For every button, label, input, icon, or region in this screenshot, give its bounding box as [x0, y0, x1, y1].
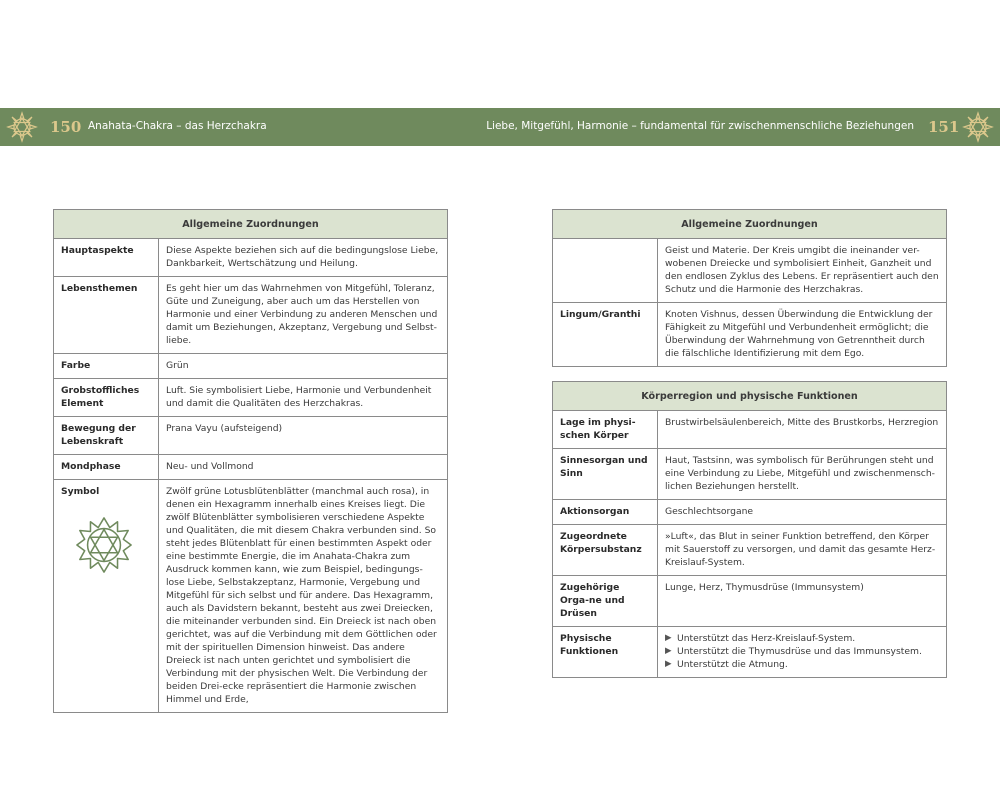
row-label: Aktionsorgan [553, 500, 658, 525]
heart-chakra-emblem-icon [6, 111, 38, 143]
table-title: Allgemeine Zuordnungen [54, 210, 448, 239]
row-label: Symbol [61, 486, 100, 497]
row-label: Grobstoffliches Element [54, 379, 159, 417]
row-value: Geist und Materie. Der Kreis umgibt die ineinander ver-wobenen Dreiecke und symbolisiert Einheit, Ganzheit und den endlosen Zyklus des Lebens. Er repräsentiert auch den Schutz und die Harmonie des Herzchakras. [658, 239, 947, 303]
triangle-bullet-icon: ▶ [665, 659, 672, 669]
row-label: Lebensthemen [54, 277, 159, 354]
list-item [665, 645, 940, 658]
table-row [553, 500, 947, 525]
table-row [553, 303, 947, 367]
table-row [54, 239, 448, 277]
row-value: Luft. Sie symbolisiert Liebe, Harmonie und Verbundenheit und damit die Qualitäten des Herzchakras. [159, 379, 448, 417]
row-label: Sinnesorgan und Sinn [553, 449, 658, 500]
row-label: Hauptaspekte [54, 239, 159, 277]
row-label: Zugeordnete Körpersubstanz [553, 525, 658, 576]
list-item-text: Unterstützt die Atmung. [677, 659, 788, 670]
row-label: Lage im physi-schen Körper [553, 411, 658, 449]
table-row [553, 411, 947, 449]
row-label: Mondphase [54, 455, 159, 480]
list-item-text: Unterstützt das Herz-Kreislauf-System. [677, 633, 856, 644]
anahata-symbol-icon [75, 516, 133, 574]
list-item [665, 632, 940, 645]
table-row [54, 277, 448, 354]
row-label: Bewegung der Lebenskraft [54, 417, 159, 455]
row-value [658, 627, 947, 678]
body-region-table [552, 381, 947, 678]
left-running-title: Anahata-Chakra – das Herzchakra [88, 120, 267, 132]
row-value: Knoten Vishnus, dessen Überwindung die Entwicklung der Fähigkeit zu Mitgefühl und Verbundenheit ermöglicht; die Überwindung der Wahrnehmung von Getrenntheit durch die fälschliche Identifizierung mit dem Ego. [658, 303, 947, 367]
row-value: Es geht hier um das Wahrnehmen von Mitgefühl, Toleranz, Güte und Zuneigung, aber auch um das Herstellen von Harmonie und einer Verbindung zu anderen Menschen und damit um Beziehungen, Akzeptanz, Vergebung und Selbst-liebe. [159, 277, 448, 354]
table-row [553, 449, 947, 500]
table-row [54, 417, 448, 455]
row-value: Zwölf grüne Lotusblütenblätter (manchmal auch rosa), in denen ein Hexagramm innerhalb eines Kreises liegt. Die zwölf Blütenblätter symbolisieren verschiedene Aspekte und Qualitäten, die mit diesem Chakra verbunden sind. So steht jedes Blütenblatt für einen bestimmten Aspekt oder eine bestimmte Energie, die im Anahata-Chakra zum Ausdruck kommen kann, wie zum Beispiel, bedingungs-lose Liebe, Selbstakzeptanz, Harmonie, Vergebung und Mitgefühl für sich selbst und für andere. Das Hexagramm, auch als Davidstern bekannt, besteht aus zwei Dreiecken, die miteinander verbunden sind. Ein Dreieck ist nach oben gerichtet, was auf die Verbindung mit dem Göttlichen oder mit der spirituellen Dimension hinweist. Das andere Dreieck ist nach unten gerichtet und symbolisiert die Verbindung mit der physischen Welt. Die Verbindung der beiden Drei-ecke repräsentiert die Harmonie zwischen Himmel und Erde, [159, 480, 448, 713]
table-row [54, 379, 448, 417]
row-value: Geschlechtsorgane [658, 500, 947, 525]
list-item [665, 658, 940, 671]
functions-list [665, 632, 940, 671]
table-row [54, 455, 448, 480]
left-assignments-table [53, 209, 448, 713]
table-row [553, 525, 947, 576]
right-running-title: Liebe, Mitgefühl, Harmonie – fundamental für zwischenmenschliche Beziehungen [486, 120, 914, 132]
row-value: Haut, Tastsinn, was symbolisch für Berührungen steht und eine Verbindung zu Liebe, Mitgefühl und zwischenmensch-lichen Beziehungen herstellt. [658, 449, 947, 500]
row-label: Zugehörige Orga-ne und Drüsen [553, 576, 658, 627]
right-assignments-table-continued [552, 209, 947, 367]
heart-chakra-emblem-icon [962, 111, 994, 143]
triangle-bullet-icon: ▶ [665, 633, 672, 643]
table-row [54, 480, 448, 713]
left-page-number: 150 [50, 118, 82, 136]
row-label: Farbe [54, 354, 159, 379]
table-row [54, 354, 448, 379]
table-row [553, 627, 947, 678]
right-page-number: 151 [928, 118, 960, 136]
triangle-bullet-icon: ▶ [665, 646, 672, 656]
list-item-text: Unterstützt die Thymusdrüse und das Immunsystem. [677, 646, 922, 657]
row-value: Brustwirbelsäulenbereich, Mitte des Brustkorbs, Herzregion [658, 411, 947, 449]
row-value: »Luft«, das Blut in seiner Funktion betreffend, den Körper mit Sauerstoff zu versorgen, und damit das gesamte Herz-Kreislauf-System. [658, 525, 947, 576]
table-row [553, 576, 947, 627]
row-value: Diese Aspekte beziehen sich auf die bedingungslose Liebe, Dankbarkeit, Wertschätzung und Heilung. [159, 239, 448, 277]
row-label [553, 239, 658, 303]
row-value: Neu- und Vollmond [159, 455, 448, 480]
table-title: Körperregion und physische Funktionen [553, 382, 947, 411]
table-row [553, 239, 947, 303]
row-value: Grün [159, 354, 448, 379]
symbol-label-cell [54, 480, 159, 713]
row-label: Physische Funktionen [553, 627, 658, 678]
row-label: Lingum/Granthi [553, 303, 658, 367]
table-title: Allgemeine Zuordnungen [553, 210, 947, 239]
row-value: Prana Vayu (aufsteigend) [159, 417, 448, 455]
row-value: Lunge, Herz, Thymusdrüse (Immunsystem) [658, 576, 947, 627]
